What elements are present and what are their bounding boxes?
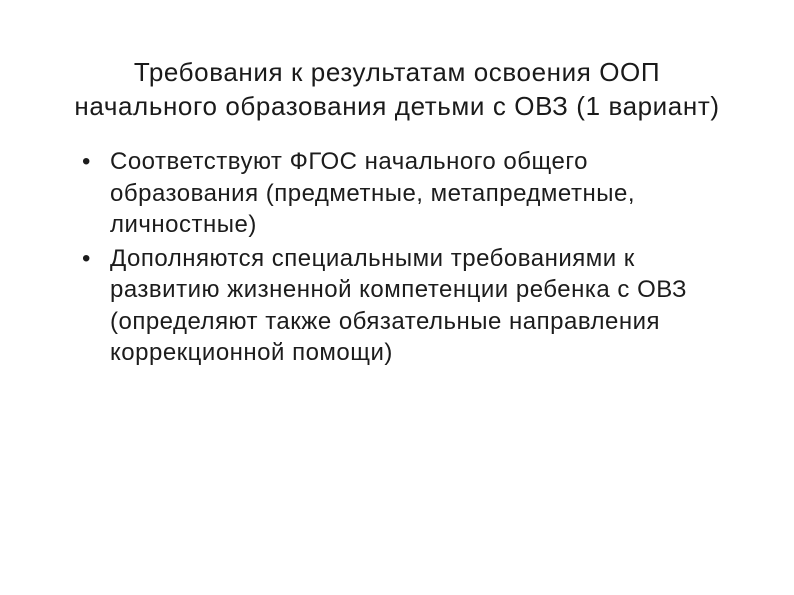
- bullet-text-line: развитию жизненной компетенции ребенка с ОВЗ: [110, 276, 687, 303]
- bullet-text-line: образования (предметные, метапредметные,: [110, 179, 635, 207]
- bullet-text-line: Соответствуют ФГОС начального общего: [110, 148, 588, 175]
- title-line: начального образования детьми с ОВЗ (1 вариант): [74, 91, 720, 121]
- bullet-text-line: коррекционной помощи): [110, 339, 393, 366]
- slide-title: [60, 55, 734, 123]
- bullet-item: [80, 146, 740, 241]
- bullet-text-line: Дополняются специальными требованиями к: [110, 244, 635, 272]
- title-line: Требования к результатам освоения ООП: [133, 57, 661, 87]
- bullet-list: [80, 146, 740, 371]
- bullet-text-line: личностные): [110, 211, 257, 238]
- bullet-marker: •: [82, 244, 91, 272]
- bullet-item: [80, 243, 740, 369]
- bullet-marker: •: [82, 148, 91, 175]
- bullet-text-line: (определяют также обязательные направления: [110, 307, 661, 335]
